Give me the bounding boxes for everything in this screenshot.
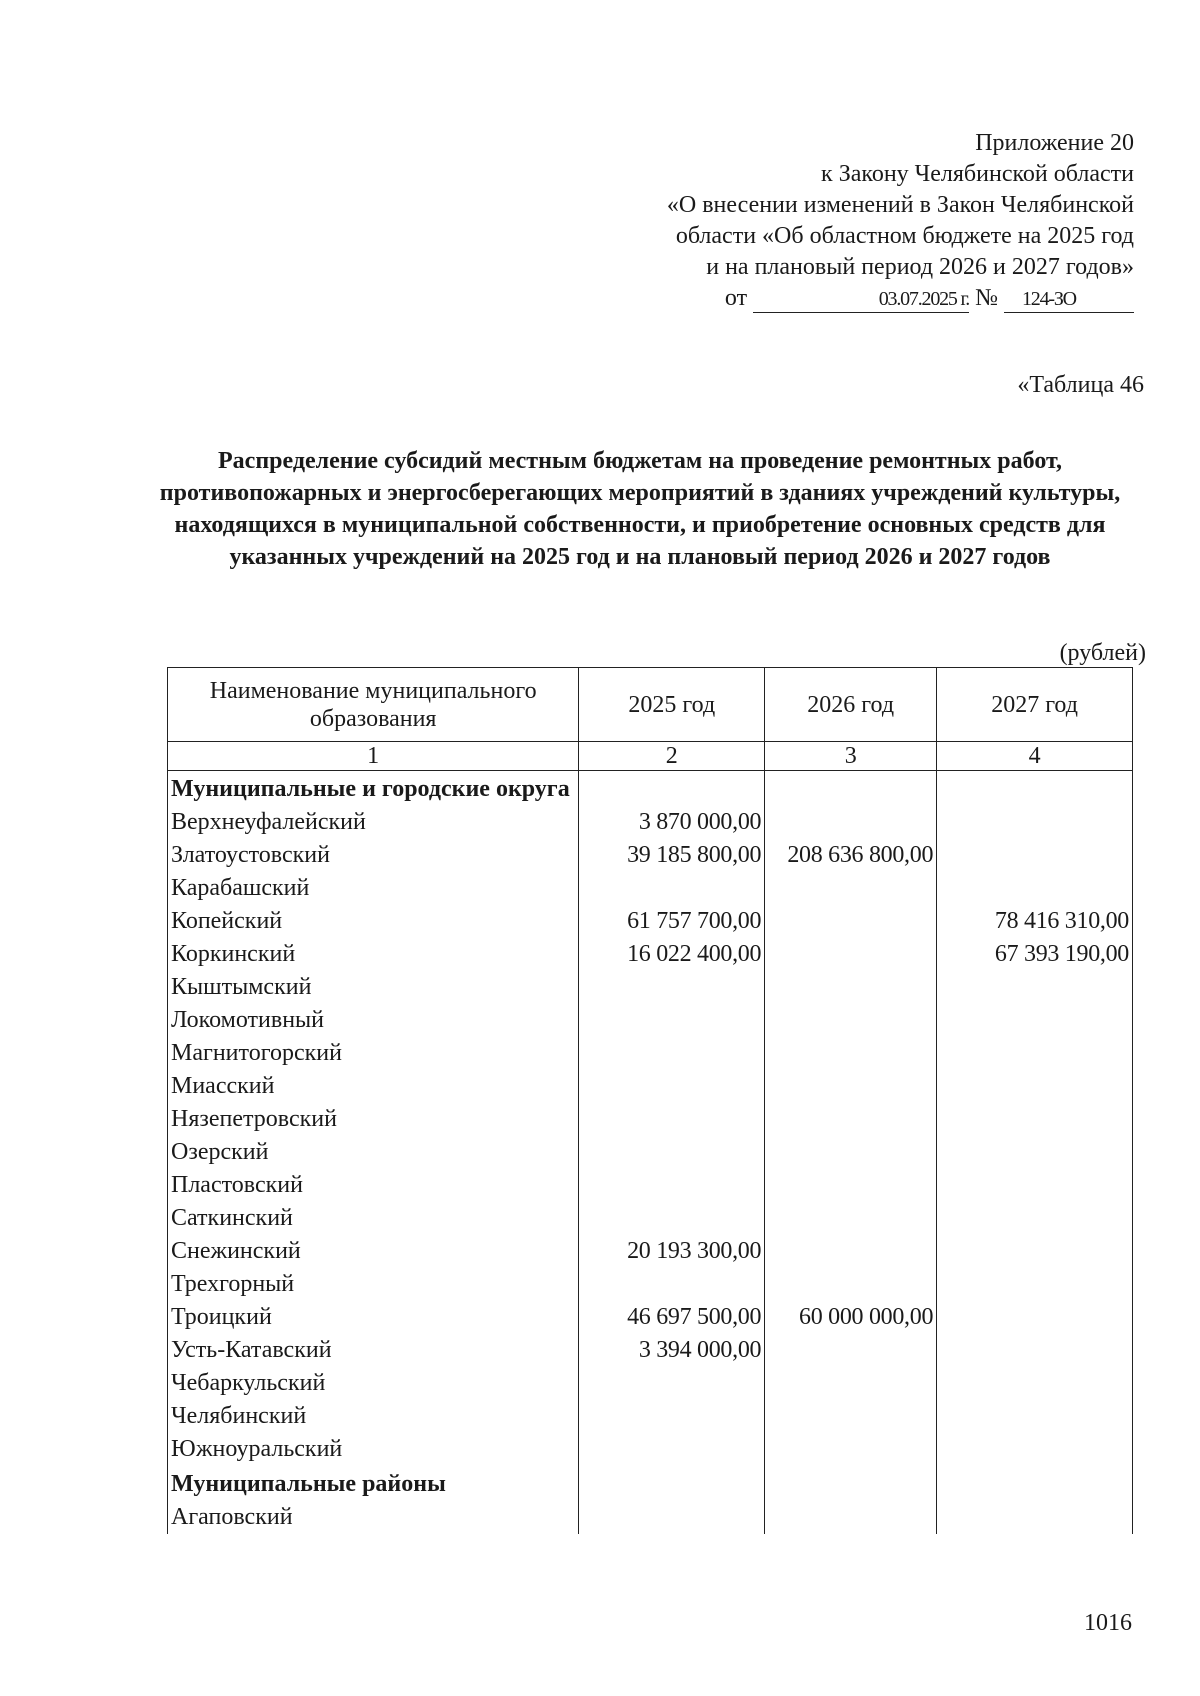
value-2027 xyxy=(937,1235,1133,1268)
municipality-name: Агаповский xyxy=(168,1501,579,1534)
law-number: 124-ЗО xyxy=(1004,286,1134,313)
value-2027 xyxy=(937,1037,1133,1070)
appendix-header xyxy=(667,128,1134,314)
table-row xyxy=(168,938,1133,971)
value-2026 xyxy=(765,1103,937,1136)
value-2025 xyxy=(579,771,765,807)
value-2025: 46 697 500,00 xyxy=(579,1301,765,1334)
value-2026 xyxy=(765,1334,937,1367)
table-row xyxy=(168,1004,1133,1037)
table-row xyxy=(168,1301,1133,1334)
municipality-name: Муниципальные и городские округа xyxy=(168,771,579,807)
value-2026 xyxy=(765,971,937,1004)
municipality-name: Челябинский xyxy=(168,1400,579,1433)
value-2027 xyxy=(937,1433,1133,1466)
value-2026 xyxy=(765,771,937,807)
value-2026 xyxy=(765,1169,937,1202)
value-2025 xyxy=(579,1202,765,1235)
value-2026 xyxy=(765,806,937,839)
document-title: Распределение субсидий местным бюджетам на проведение ремонтных работ, противопожарных и энергосберегающих мероприятий в зданиях учреждений культуры, находящихся в муниципальной собственности, и приобретение основных средств для указанных учреждений на 2025 год и на плановый период 2026 и 2027 годов xyxy=(159,448,1121,570)
law-date: 03.07.2025 г. xyxy=(753,286,969,313)
value-2025 xyxy=(579,1169,765,1202)
table-row xyxy=(168,1235,1133,1268)
units-label: (рублей) xyxy=(1059,640,1146,666)
header-2026: 2026 год xyxy=(765,668,937,742)
value-2025 xyxy=(579,1004,765,1037)
column-number: 1 xyxy=(168,742,579,771)
page-number: 1016 xyxy=(1084,1610,1132,1636)
value-2025: 3 394 000,00 xyxy=(579,1334,765,1367)
value-2025 xyxy=(579,1103,765,1136)
subsidy-table xyxy=(167,667,1133,1534)
from-label: от xyxy=(724,285,748,311)
municipality-name: Миасский xyxy=(168,1070,579,1103)
column-number: 3 xyxy=(765,742,937,771)
column-number: 2 xyxy=(579,742,765,771)
value-2027 xyxy=(937,1334,1133,1367)
appendix-line: области «Об областном бюджете на 2025 год xyxy=(675,223,1134,249)
value-2026 xyxy=(765,1367,937,1400)
table-row xyxy=(168,905,1133,938)
table-row xyxy=(168,1501,1133,1534)
value-2027 xyxy=(937,1501,1133,1534)
municipality-name: Саткинский xyxy=(168,1202,579,1235)
value-2027 xyxy=(937,1466,1133,1501)
table-row xyxy=(168,806,1133,839)
value-2026 xyxy=(765,1466,937,1501)
value-2025: 20 193 300,00 xyxy=(579,1235,765,1268)
table-row xyxy=(168,1103,1133,1136)
value-2026 xyxy=(765,938,937,971)
column-number-row xyxy=(168,742,1133,771)
value-2025: 16 022 400,00 xyxy=(579,938,765,971)
value-2025 xyxy=(579,1070,765,1103)
value-2026 xyxy=(765,1268,937,1301)
municipality-name: Локомотивный xyxy=(168,1004,579,1037)
value-2025 xyxy=(579,1037,765,1070)
value-2027 xyxy=(937,1301,1133,1334)
number-label: № xyxy=(975,285,998,311)
value-2025 xyxy=(579,1433,765,1466)
value-2027 xyxy=(937,1169,1133,1202)
municipality-name: Чебаркульский xyxy=(168,1367,579,1400)
value-2025: 3 870 000,00 xyxy=(579,806,765,839)
table-row xyxy=(168,1334,1133,1367)
table-row xyxy=(168,1202,1133,1235)
value-2025: 61 757 700,00 xyxy=(579,905,765,938)
table-row xyxy=(168,1367,1133,1400)
value-2027 xyxy=(937,1070,1133,1103)
table-row xyxy=(168,1070,1133,1103)
value-2025 xyxy=(579,1400,765,1433)
value-2027 xyxy=(937,1268,1133,1301)
value-2026 xyxy=(765,1070,937,1103)
value-2026 xyxy=(765,1501,937,1534)
municipality-name: Трехгорный xyxy=(168,1268,579,1301)
value-2026 xyxy=(765,1202,937,1235)
header-2025: 2025 год xyxy=(579,668,765,742)
value-2026 xyxy=(765,1136,937,1169)
appendix-line: «О внесении изменений в Закон Челябинской xyxy=(666,192,1134,218)
header-municipality: Наименование муниципального образования xyxy=(168,668,579,742)
value-2025 xyxy=(579,1501,765,1534)
table-label: «Таблица 46 xyxy=(1017,372,1144,398)
value-2027 xyxy=(937,1004,1133,1037)
municipality-name: Златоустовский xyxy=(168,839,579,872)
municipality-name: Магнитогорский xyxy=(168,1037,579,1070)
value-2025 xyxy=(579,971,765,1004)
value-2025 xyxy=(579,1367,765,1400)
value-2026 xyxy=(765,1400,937,1433)
value-2027 xyxy=(937,839,1133,872)
municipality-name: Усть-Катавский xyxy=(168,1334,579,1367)
value-2027 xyxy=(937,1103,1133,1136)
table-row xyxy=(168,1136,1133,1169)
value-2025: 39 185 800,00 xyxy=(579,839,765,872)
value-2027 xyxy=(937,1136,1133,1169)
municipality-name: Кыштымский xyxy=(168,971,579,1004)
value-2027: 78 416 310,00 xyxy=(937,905,1133,938)
header-2027: 2027 год xyxy=(937,668,1133,742)
value-2026 xyxy=(765,905,937,938)
value-2026 xyxy=(765,1037,937,1070)
value-2027 xyxy=(937,1400,1133,1433)
value-2027 xyxy=(937,872,1133,905)
table-row xyxy=(168,872,1133,905)
value-2027 xyxy=(937,1202,1133,1235)
table-row xyxy=(168,1433,1133,1466)
table-body xyxy=(168,771,1133,1535)
table-row xyxy=(168,1268,1133,1301)
municipality-name: Снежинский xyxy=(168,1235,579,1268)
value-2027 xyxy=(937,971,1133,1004)
table-group-row xyxy=(168,1466,1133,1501)
municipality-name: Коркинский xyxy=(168,938,579,971)
table-row xyxy=(168,1400,1133,1433)
value-2026 xyxy=(765,1004,937,1037)
municipality-name: Пластовский xyxy=(168,1169,579,1202)
value-2026: 208 636 800,00 xyxy=(765,839,937,872)
municipality-name: Верхнеуфалейский xyxy=(168,806,579,839)
appendix-date-line xyxy=(667,283,1134,314)
value-2025 xyxy=(579,872,765,905)
table-row xyxy=(168,1169,1133,1202)
value-2025 xyxy=(579,1136,765,1169)
value-2027: 67 393 190,00 xyxy=(937,938,1133,971)
municipality-name: Копейский xyxy=(168,905,579,938)
value-2026 xyxy=(765,1235,937,1268)
appendix-line: Приложение 20 xyxy=(975,130,1134,156)
municipality-name: Южноуральский xyxy=(168,1433,579,1466)
value-2027 xyxy=(937,771,1133,807)
municipality-name: Троицкий xyxy=(168,1301,579,1334)
value-2026 xyxy=(765,1433,937,1466)
table-row xyxy=(168,839,1133,872)
column-number: 4 xyxy=(937,742,1133,771)
municipality-name: Озерский xyxy=(168,1136,579,1169)
appendix-line: к Закону Челябинской области xyxy=(821,161,1134,187)
table-row xyxy=(168,1037,1133,1070)
table-header-row xyxy=(168,668,1133,742)
table-row xyxy=(168,971,1133,1004)
value-2026 xyxy=(765,872,937,905)
value-2026: 60 000 000,00 xyxy=(765,1301,937,1334)
municipality-name: Нязепетровский xyxy=(168,1103,579,1136)
value-2025 xyxy=(579,1466,765,1501)
appendix-line: и на плановый период 2026 и 2027 годов» xyxy=(706,254,1134,280)
value-2025 xyxy=(579,1268,765,1301)
municipality-name: Карабашский xyxy=(168,872,579,905)
value-2027 xyxy=(937,806,1133,839)
municipality-name: Муниципальные районы xyxy=(168,1466,579,1501)
table-group-row xyxy=(168,771,1133,807)
value-2027 xyxy=(937,1367,1133,1400)
